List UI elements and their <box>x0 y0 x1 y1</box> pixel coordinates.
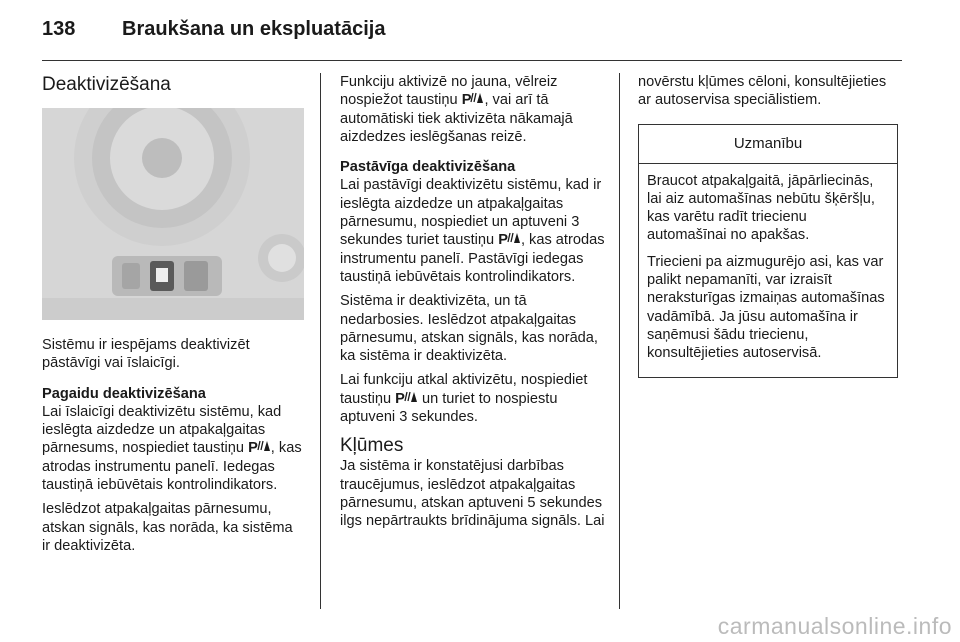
caution-paragraph-2: Triecieni pa aizmugurējo asi, kas var palikt nepamanīti, var izraisīt neraksturīgas izmaiņas automašīnas vadāmībā. Ja jūsu automašīna ir saņēmusi šādu triecienu, konsultējieties autoservisā. <box>647 253 885 362</box>
park-assist-button-icon: P <box>462 91 485 109</box>
page-header <box>42 14 902 48</box>
faults-paragraph: Ja sistēma ir konstatējusi darbības traucējumus, ieslēdzot atpakaļgaitas pārnesumu, atskan aptuveni 5 sekundes ilgs nepārtraukts brīdinājuma signāls. Lai <box>340 458 605 530</box>
section-heading-deactivation: Deaktivizēšana <box>42 74 171 95</box>
reactivate-paragraph: Funkciju aktivizē no jauna, vēlreiz nospiežot taustiņu P , vai arī tā automātiski tiek aktivizēta nākamajā aizdedzes ieslēgšanas reizē. <box>340 74 573 145</box>
park-assist-button-icon: P <box>498 231 521 249</box>
watermark: carmanualsonline.info <box>717 613 952 639</box>
header-rule <box>42 60 902 61</box>
column-left <box>42 73 304 561</box>
caution-box <box>638 124 898 378</box>
column-right <box>638 73 900 378</box>
heading-faults: Kļūmes <box>340 435 404 457</box>
chapter-title: Braukšana un ekspluatācija <box>122 18 386 40</box>
permanent-paragraph-1: Lai pastāvīgi deaktivizētu sistēmu, kad ir ieslēgta aizdedze un atpakaļgaitas pārnesumu, nospiediet un aptuveni 3 sekundes turiet taustiņu P , kas atrodas instrumentu panelī. Pastāvīgi iedegas taustiņā iebūvētais kontrolindikators. <box>340 177 605 285</box>
column-middle <box>340 73 610 537</box>
dashboard-photo <box>42 108 304 320</box>
column-divider-2 <box>619 73 620 609</box>
park-assist-button-icon: P <box>248 439 271 457</box>
heading-permanent-deactivation: Pastāvīga deaktivizēšana <box>340 159 516 176</box>
caution-body <box>639 164 897 377</box>
permanent-paragraph-3: Lai funkciju atkal aktivizētu, nospiediet taustiņu P un turiet to nospiestu aptuveni 3 sekundes. <box>340 372 588 426</box>
park-assist-button-icon: P <box>395 390 418 408</box>
column-divider-1 <box>320 73 321 609</box>
caution-title: Uzmanību <box>639 125 897 164</box>
intro-paragraph: Sistēmu ir iespējams deaktivizēt pāstāvīgi vai īslaicīgi. <box>42 337 250 372</box>
caution-paragraph-1: Braucot atpakaļgaitā, jāpārliecinās, lai aiz automašīnas nebūtu šķēršļu, kas varētu radīt triecienu automašīnai no apakšas. <box>647 172 875 244</box>
temporary-paragraph-2: Ieslēdzot atpakaļgaitas pārnesumu, atskan signāls, kas norāda, ka sistēma ir deaktivizēta. <box>42 501 293 554</box>
faults-continued: novērstu kļūmes cēloni, konsultējieties ar autoservisa speciālistiem. <box>638 74 887 109</box>
temporary-paragraph-1: Lai īslaicīgi deaktivizētu sistēmu, kad ieslēgta aizdedze un atpakaļgaitas pārnesums, nospiediet taustiņu P , kas atrodas instrumentu panelī. Iedegas taustiņā iebūvētais kontrolindikators. <box>42 403 302 494</box>
permanent-paragraph-2: Sistēma ir deaktivizēta, un tā nedarbosies. Ieslēdzot atpakaļgaitas pārnesumu, atskan signāls, kas norāda, ka sistēma ir deaktivizēta. <box>340 293 598 365</box>
heading-temporary-deactivation: Pagaidu deaktivizēšana <box>42 385 206 402</box>
page-number: 138 <box>42 18 76 40</box>
